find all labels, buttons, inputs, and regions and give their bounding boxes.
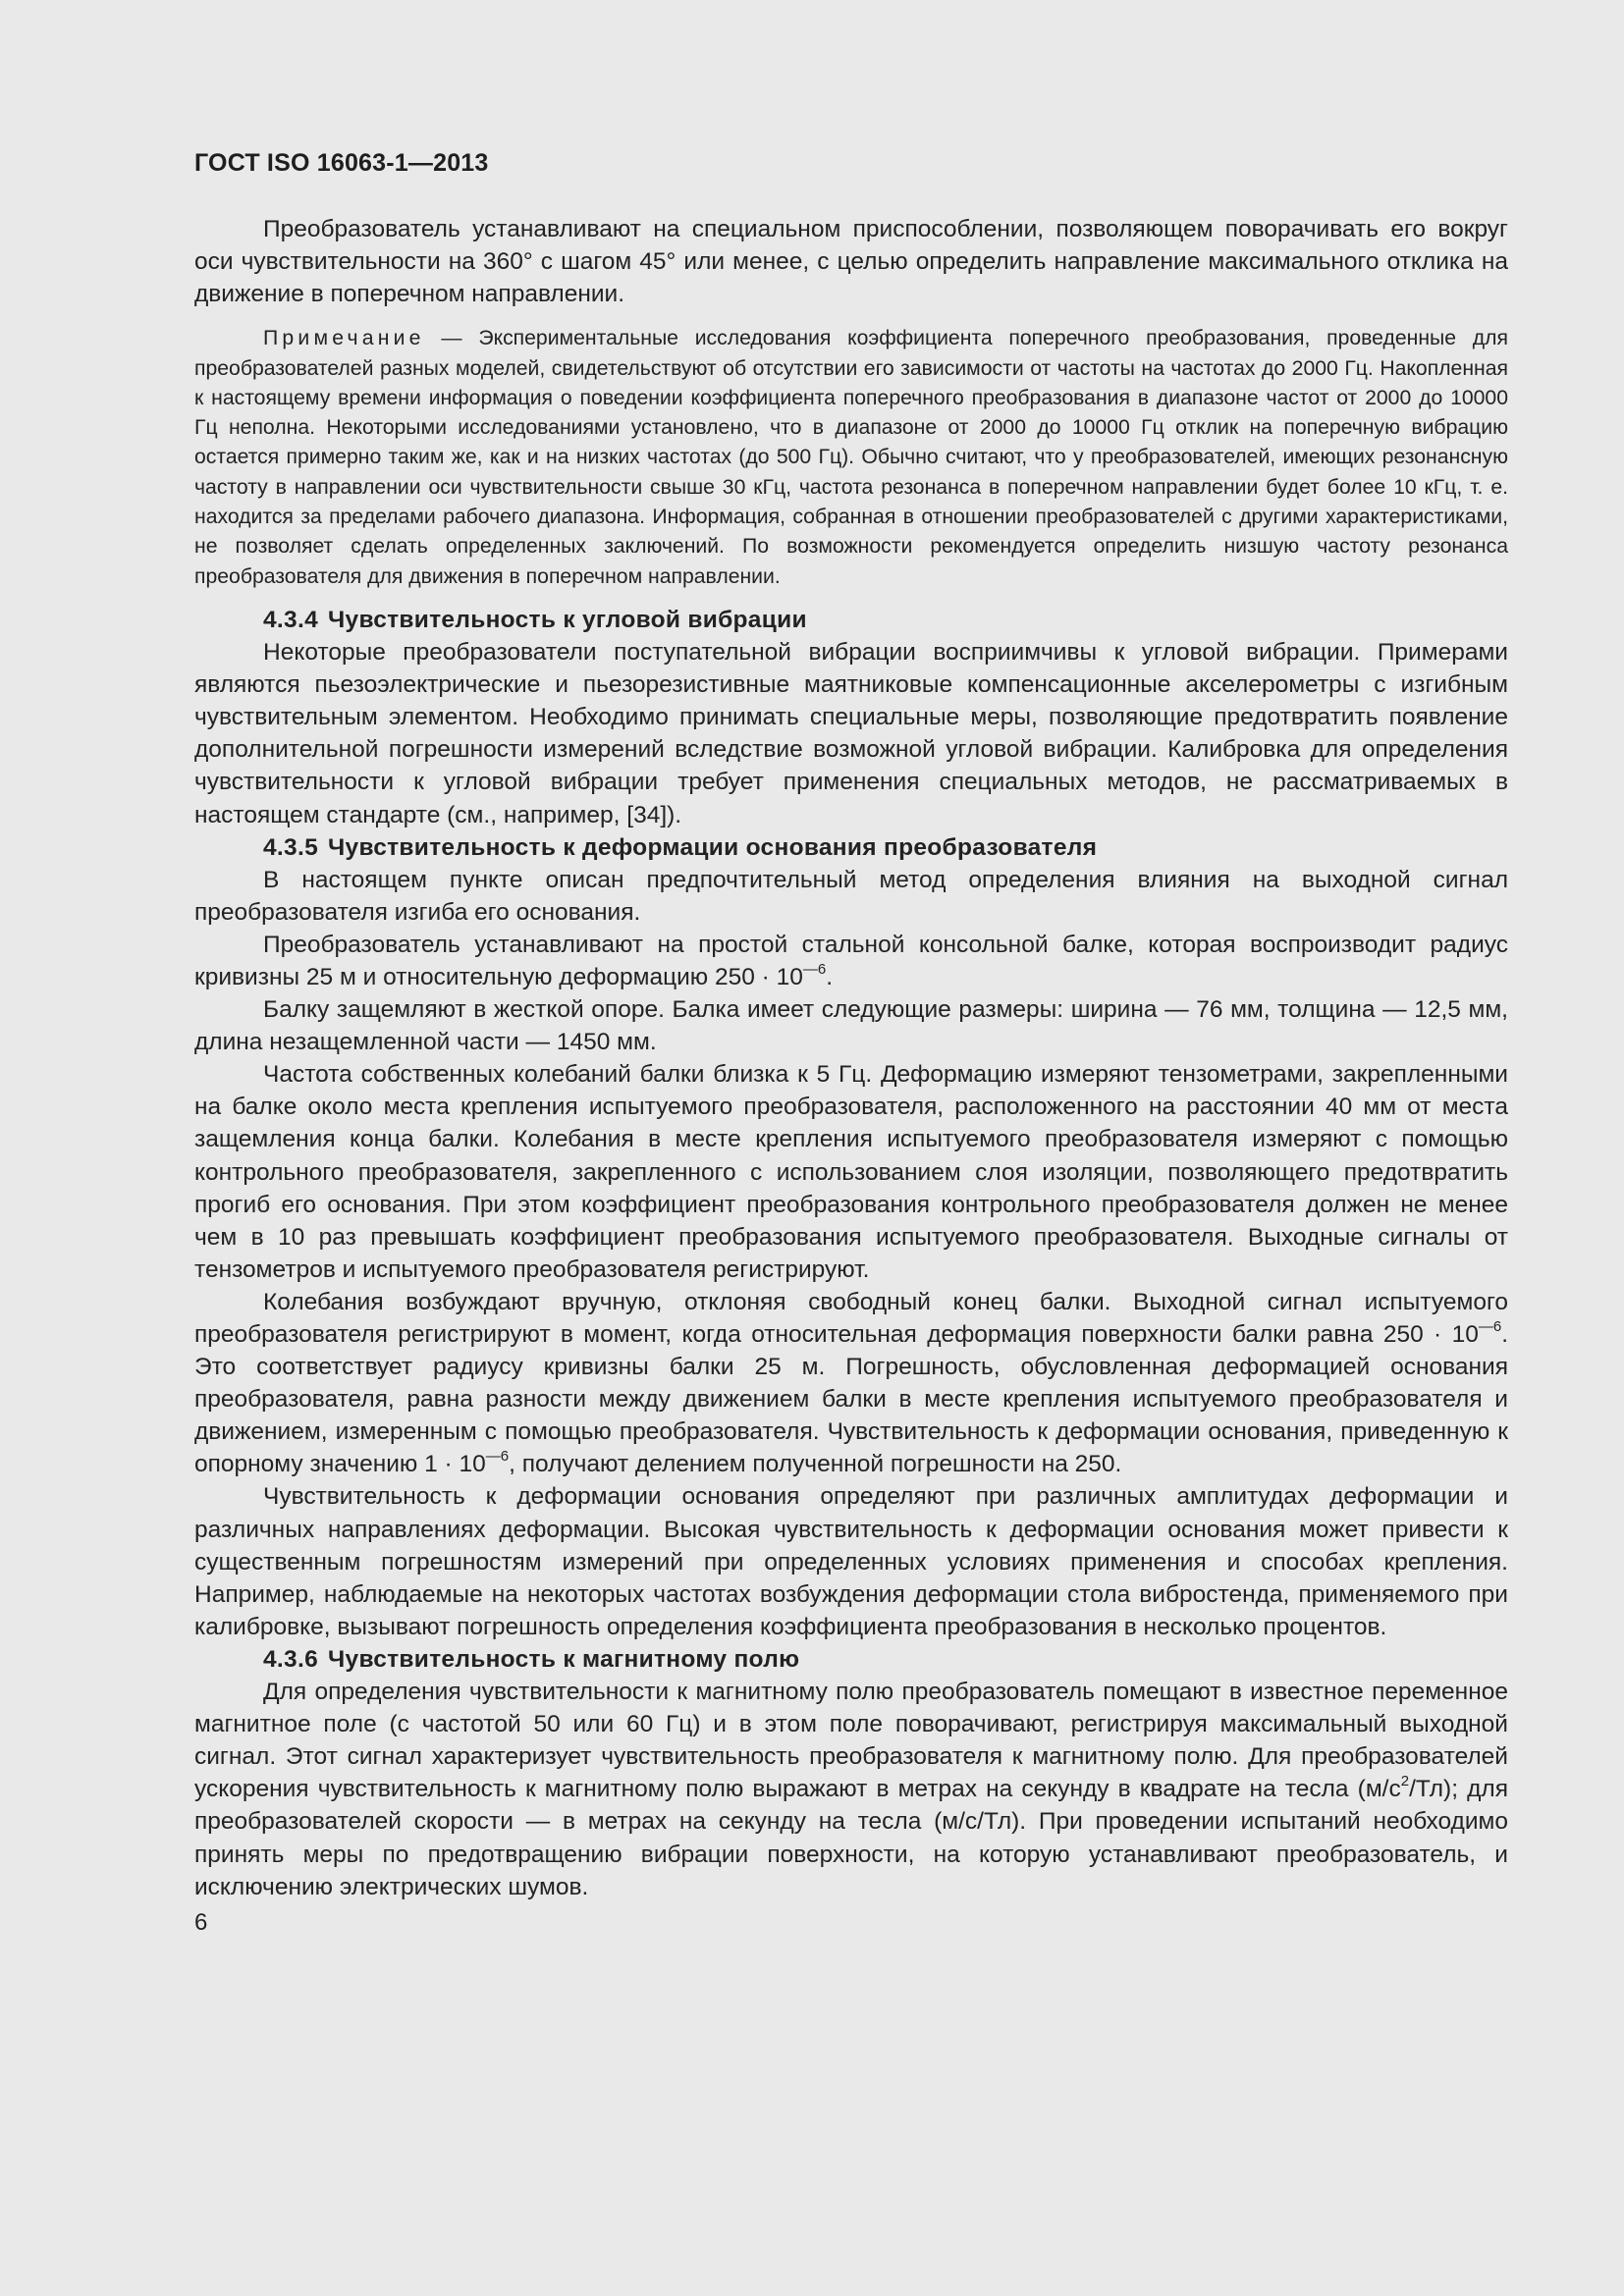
text-run: Колебания возбуждают вручную, отклоняя свободный конец балки. Выходной сигнал испытуемого преобразователя регистрируют в момент, когда относительная деформация поверхности балки равна 250 · 10 <box>194 1288 1508 1349</box>
section-heading-4-3-6 <box>194 1643 1508 1676</box>
text-run: . Это соответствует радиусу кривизны балки 25 м. Погрешность, обусловленная деформацией основания преобразователя, равна разности между движением балки в месте крепления испытуемого преобразователя и движением, измеренным с помощью преобразователя. Чувствительность к деформации основания, приведенную к опорному значению 1 · 10 <box>194 1321 1508 1478</box>
section-heading-4-3-5 <box>194 831 1508 864</box>
section-title: Чувствительность к деформации основания преобразователя <box>328 833 1098 861</box>
document-header: ГОСТ ISO 16063-1—2013 <box>194 149 489 177</box>
superscript: —6 <box>485 1448 510 1466</box>
page-number: 6 <box>194 1908 208 1936</box>
superscript: —6 <box>802 960 827 978</box>
note-text: — Экспериментальные исследования коэффициента поперечного преобразования, проведенные для преобразователей разных моделей, свидетельствуют об отсутствии его зависимости от частоты на частотах до 2000 Гц. Накопленная к настоящему времени информация о поведении коэффициента поперечного преобразования в диапазоне частот от 2000 до 10000 Гц неполна. Некоторыми исследованиями установлено, что в диапазоне от 2000 до 10000 Гц отклик на поперечную вибрацию остается примерно таким же, как и на низких частотах (до 500 Гц). Обычно считают, что у преобразователей, имеющих резонансную частоту в направлении оси чувствительности свыше 30 кГц, частота резонанса в поперечном направлении будет более 10 кГц, т. е. находится за пределами рабочего диапазона. Информация, собранная в отношении преобразователей с другими характеристиками, не позволяет сделать определенных заключений. По возможности рекомендуется определить низшую частоту резонанса преобразователя для движения в поперечном направлении. <box>194 327 1508 588</box>
note-paragraph <box>194 324 1508 592</box>
paragraph <box>194 1286 1508 1481</box>
text-run: Для определения чувствительности к магнитному полю преобразователь помещают в известное переменное магнитное поле (с частотой 50 или 60 Гц) и в этом поле поворачивают, регистрируя максимальный выходной сигнал. Этот сигнал характеризует чувствительность преобразователя к магнитному полю. Для преобразователей ускорения чувствительность к магнитному полю выражают в метрах на секунду в квадрате на тесла (м/с <box>194 1679 1508 1803</box>
section-heading-4-3-4 <box>194 604 1508 636</box>
paragraph: Чувствительность к деформации основания определяют при различных амплитудах деформации и различных направлениях деформации. Высокая чувствительность к деформации основания может привести к существенным погрешностям измерений при определенных условиях применения и способах крепления. Например, наблюдаемые на некоторых частотах возбуждения деформации стола вибростенда, применяемого при калибровке, вызывают погрешность определения коэффициента преобразования в несколько процентов. <box>194 1483 1508 1640</box>
section-title: Чувствительность к угловой вибрации <box>328 606 807 633</box>
paragraph: Некоторые преобразователи поступательной вибрации восприимчивы к угловой вибрации. Примерами являются пьезоэлектрические и пьезорезистивные маятниковые компенсационные акселерометры с изгибным чувствительным элементом. Необходимо принимать специальные меры, позволяющие предотвратить появление дополнительной погрешности измерений вследствие возможной угловой вибрации. Калибровка для определения чувствительности к угловой вибрации требует применения специальных методов, не рассматриваемых в настоящем стандарте (см., например, [34]). <box>194 639 1508 828</box>
section-number: 4.3.5 <box>263 833 318 861</box>
superscript: 2 <box>1400 1773 1410 1790</box>
intro-paragraph: Преобразователь устанавливают на специальном приспособлении, позволяющем поворачивать его вокруг оси чувствительности на 360° с шагом 45° или менее, с целью определить направление максимального отклика на движение в поперечном направлении. <box>194 216 1508 308</box>
text-run: , получают делением полученной погрешности на 250. <box>509 1451 1122 1478</box>
paragraph: В настоящем пункте описан предпочтительный метод определения влияния на выходной сигнал преобразователя изгиба его основания. <box>194 866 1508 926</box>
note-label: Примечание <box>263 327 425 350</box>
paragraph: Частота собственных колебаний балки близка к 5 Гц. Деформацию измеряют тензометрами, закрепленными на балке около места крепления испытуемого преобразователя, расположенного на расстоянии 40 мм от места защемления конца балки. Колебания в месте крепления испытуемого преобразователя измеряют с помощью контрольного преобразователя, закрепленного с использованием слоя изоляции, позволяющего предотвратить прогиб его основания. При этом коэффициент преобразования контрольного преобразователя должен не менее чем в 10 раз превышать коэффициент преобразования испытуемого преобразователя. Выходные сигналы от тензометров и испытуемого преобразователя регистрируют. <box>194 1061 1508 1283</box>
paragraph: Балку защемляют в жесткой опоре. Балка имеет следующие размеры: ширина — 76 мм, толщина — 12,5 мм, длина незащемленной части — 1450 мм. <box>194 996 1508 1056</box>
section-number: 4.3.6 <box>263 1645 318 1673</box>
superscript: —6 <box>1478 1318 1502 1336</box>
paragraph <box>194 1676 1508 1903</box>
section-number: 4.3.4 <box>263 606 318 633</box>
paragraph <box>194 929 1508 993</box>
text-run: Преобразователь устанавливают на простой стальной консольной балке, которая воспроизводит радиус кривизны 25 м и относительную деформацию 250 · 10 <box>194 931 1508 990</box>
text-run: /Тл); для преобразователей скорости — в метрах на секунду на тесла (м/с/Тл). При проведении испытаний необходимо принять меры по предотвращению вибрации поверхности, на которую устанавливают преобразователь, и исключению электрических шумов. <box>194 1776 1508 1900</box>
section-title: Чувствительность к магнитному полю <box>328 1645 800 1673</box>
text-run: . <box>826 963 834 990</box>
